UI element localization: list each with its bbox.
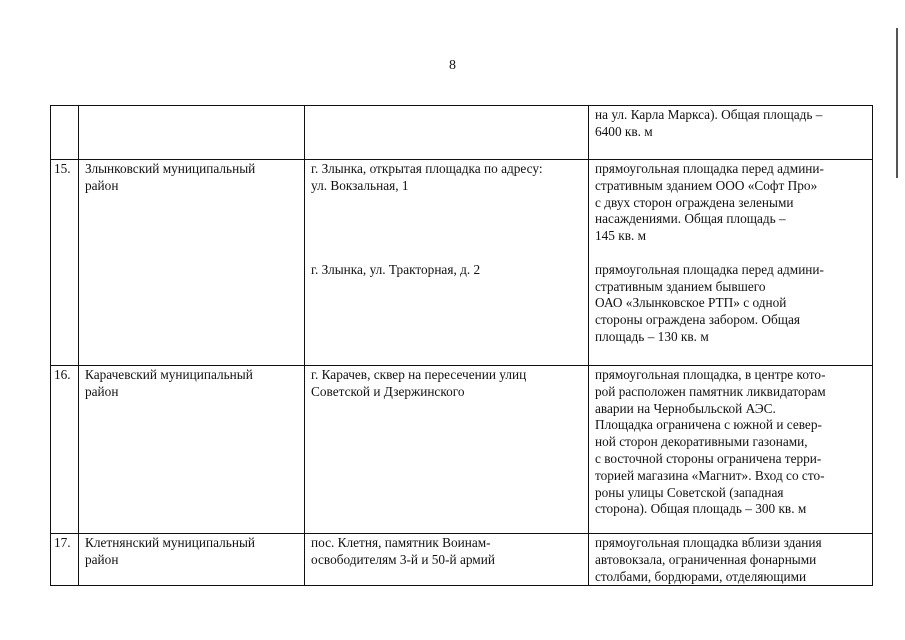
table-row xyxy=(51,534,873,586)
description-line: прямоугольная площадка, в центре кото- xyxy=(595,367,826,382)
description-line: стративным зданием ООО «Софт Про» xyxy=(595,177,818,193)
description-line: роны улицы Советской (западная xyxy=(595,484,784,500)
row-number: 17. xyxy=(54,535,71,550)
district-cell xyxy=(79,160,305,366)
scan-margin-line xyxy=(896,28,898,178)
spacer xyxy=(595,245,866,262)
description-cell xyxy=(589,366,873,534)
address-line: ул. Вокзальная, 1 xyxy=(311,177,409,193)
spacer xyxy=(311,245,582,262)
description-line: с восточной стороны ограничена терри- xyxy=(595,450,822,466)
description-line: автовокзала, ограниченная фонарными xyxy=(595,551,817,567)
district-line: Карачевский муниципальный xyxy=(85,367,253,382)
district-line: Клетнянский муниципальный xyxy=(85,535,256,550)
description-line: на ул. Карла Маркса). Общая площадь – xyxy=(595,107,823,122)
spacer xyxy=(311,228,582,245)
row-number: 16. xyxy=(54,367,71,382)
description-line: аварии на Чернобыльской АЭС. xyxy=(595,400,776,416)
table-row xyxy=(51,160,873,366)
district-line: район xyxy=(85,177,119,193)
description-line: прямоугольная площадка перед админи- xyxy=(595,161,824,176)
district-cell xyxy=(79,534,305,586)
description-line: прямоугольная площадка вблизи здания xyxy=(595,535,822,550)
description-line: прямоугольная площадка перед админи- xyxy=(595,261,824,277)
description-line: площадь – 130 кв. м xyxy=(595,328,709,344)
table-body xyxy=(51,106,873,586)
address-line: пос. Клетня, памятник Воинам- xyxy=(311,535,491,550)
description-line: ной сторон декоративными газонами, xyxy=(595,434,808,450)
spacer xyxy=(311,195,582,212)
row-number-cell xyxy=(51,160,79,366)
address-cell xyxy=(305,160,589,366)
address-cell xyxy=(305,534,589,586)
row-number-cell xyxy=(51,366,79,534)
description-line: 6400 кв. м xyxy=(595,123,653,139)
address-cell xyxy=(305,106,589,160)
description-cell xyxy=(589,534,873,586)
description-line: ОАО «Злынковское РТП» с одной xyxy=(595,295,787,311)
description-line: Площадка ограничена с южной и север- xyxy=(595,417,822,433)
table-row xyxy=(51,106,873,160)
district-cell xyxy=(79,106,305,160)
row-number: 15. xyxy=(54,161,71,176)
description-line: стороны ограждена забором. Общая xyxy=(595,312,801,328)
district-line: район xyxy=(85,551,119,567)
address-cell xyxy=(305,366,589,534)
description-line: 145 кв. м xyxy=(595,228,647,244)
district-line: Злынковский муниципальный xyxy=(85,161,256,176)
district-line: район xyxy=(85,383,119,399)
row-number-cell xyxy=(51,106,79,160)
table-row xyxy=(51,366,873,534)
spacer xyxy=(311,211,582,228)
description-cell xyxy=(589,160,873,366)
description-line: торией магазина «Магнит». Вход со сто- xyxy=(595,467,825,483)
description-line: с двух сторон ограждена зелеными xyxy=(595,194,794,210)
description-line: сторона). Общая площадь – 300 кв. м xyxy=(595,501,807,517)
description-line: насаждениями. Общая площадь – xyxy=(595,211,786,227)
address-line: г. Злынка, ул. Тракторная, д. 2 xyxy=(311,261,481,277)
page-number: 8 xyxy=(449,58,456,73)
address-line: Советской и Дзержинского xyxy=(311,383,465,399)
row-number-cell xyxy=(51,534,79,586)
address-line: освободителям 3-й и 50-й армий xyxy=(311,551,495,567)
district-cell xyxy=(79,366,305,534)
description-line: столбами, бордюрами, отделяющими xyxy=(595,568,807,584)
venues-table xyxy=(50,105,873,586)
address-line: г. Злынка, открытая площадка по адресу: xyxy=(311,161,543,176)
address-line: г. Карачев, сквер на пересечении улиц xyxy=(311,367,527,382)
description-line: стративным зданием бывшего xyxy=(595,278,766,294)
description-line: рой расположен памятник ликвидаторам xyxy=(595,383,826,399)
description-cell xyxy=(589,106,873,160)
